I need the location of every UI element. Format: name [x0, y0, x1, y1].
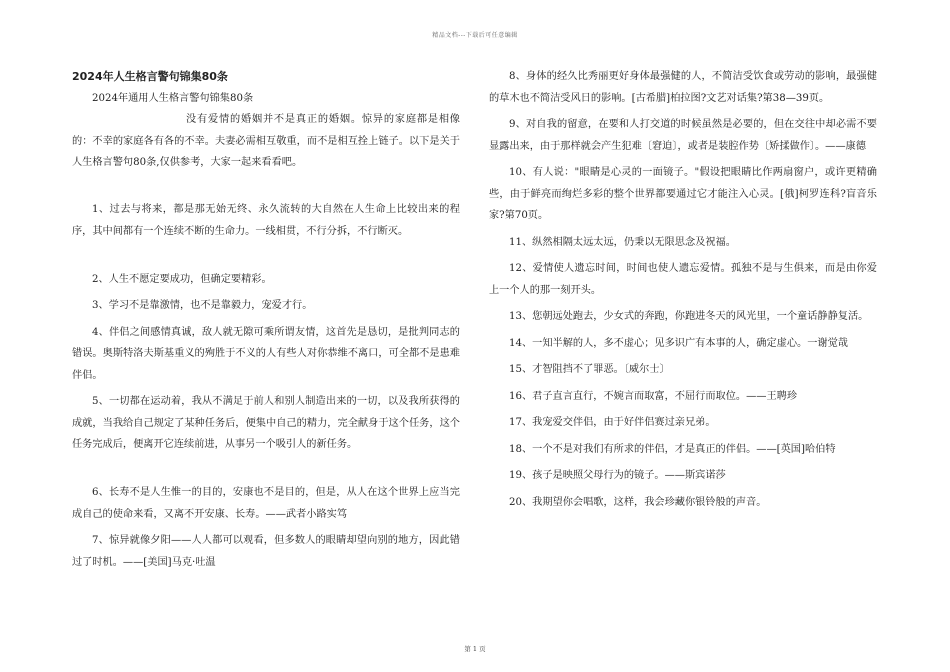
quote-18: 18、一个不是对我们有所求的伴侣，才是真正的伴侣。——[英国]哈伯特 [509, 443, 836, 455]
quote-1: 1、过去与将来，都是那无始无终、永久流转的大自然在人生命上比较出来的程序，其中间都有一个连续不断的生命力。一线相贯，不行分拆，不行断灭。 [72, 204, 460, 237]
spacer [72, 456, 460, 478]
quote-11: 11、纵然相隔太远太远，仍秉以无限思念及祝福。 [509, 236, 736, 248]
quote-20: 20、我期望你会唱歌，这样，我会珍藏你银铃般的声音。 [509, 496, 767, 508]
quote-12: 12、爱情使人遗忘时间，时间也使人遗忘爱情。孤独不是与生俱来，而是由你爱上一个人的那一刻开头。 [489, 263, 877, 296]
left-column [72, 66, 460, 573]
spacer [72, 174, 460, 196]
quote-19: 19、孩子是映照父母行为的镜子。——斯宾诺莎 [509, 470, 726, 481]
quote-10: 10、有人说："眼睛是心灵的一面镜子。"假设把眼睛比作两扇窗户，或许更精确 些，由于鲜亮而绚烂多彩的整个世界都要通过它才能注入心灵。[俄]柯罗连科?盲音乐家?第70页。 [489, 167, 928, 221]
quote-5: 5、一切都在运动着，我从不满足于前人和别人制造出来的一切，以及我所获得的成就，当我给自己规定了某种任务后，便集中自己的精力，完全献身于这个任务，这个任务完成后，便离开它连续前进，从事另一个吸引人的新任务。 [72, 396, 460, 450]
quote-14: 14、一知半解的人，多不虚心；见多识广有本事的人，确定虚心。一谢觉哉 [509, 337, 848, 349]
quote-15: 15、才智阻挡不了罪恶。〔威尔士〕 [509, 364, 670, 375]
quote-4: 4、伴侣之间感情真诚，敌人就无隙可乘所谓友情，这首先是恳切，是批判同志的错误。奥斯特洛夫斯基重义的殉胜于不义的人有些人对你恭维不离口，可全都不是患难伴侣。 [72, 326, 460, 381]
quote-17: 17、我宠爱交伴侣，由于好伴侣赛过亲兄弟。 [509, 417, 716, 428]
quote-2: 2、人生不愿定要成功，但确定要精彩。 [92, 273, 272, 285]
quote-3: 3、学习不是靠激情，也不是靠毅力，宠爱才行。 [92, 300, 313, 311]
quote-6: 6、长寿不是人生惟一的目的，安康也不是目的，但是，从人在这个世界上应当完成自己的使命来看，又离不开安康、长寿。——武者小路实笃 [72, 487, 460, 520]
spacer [72, 242, 460, 264]
page-footer: 第 1 页 [464, 645, 486, 653]
quote-8: 8、身体的经久比秀丽更好身体最强健的人，不简洁受饮食或劳动的影响，最强健的草木也不简洁受风日的影响。[古希腊]柏拉图?文艺对话集?第38—39页。 [489, 71, 877, 104]
intro-paragraph: 没有爱情的婚姻并不是真正的婚姻。惊异的家庭都是相像的：不幸的家庭各有各的不幸。夫妻必需相互敬重，而不是相互拴上链子。以下是关于人生格言警句80条,仅供参考，大家一起来看看吧。 [72, 114, 460, 168]
quote-16: 16、君子直言直行，不婉言而取富，不屈行而取位。——王聘珍 [509, 390, 798, 402]
quote-13: 13、您朝远处跑去，少女式的奔跑，你跑进冬天的风光里，一个童话静静复活。 [509, 311, 869, 322]
document-title: 2024年人生格言警句锦集80条 [72, 70, 228, 83]
right-column [489, 66, 928, 513]
page-header: 精品文档---下载后可任意编辑 [432, 32, 518, 39]
quote-9: 9、对自我的留意，在要和人打交道的时候虽然是必要的，但在交往中却必需不要显露出来，由于那样就会产生犯难〔窘迫〕，或者是装腔作势〔矫揉做作〕。——康德 [489, 119, 877, 152]
document-subtitle: 2024年通用人生格言警句锦集80条 [92, 92, 254, 104]
quote-7: 7、惊异就像夕阳——人人都可以观看，但多数人的眼睛却望向别的地方，因此错过了时机。——[美国]马克·吐温 [72, 535, 460, 568]
